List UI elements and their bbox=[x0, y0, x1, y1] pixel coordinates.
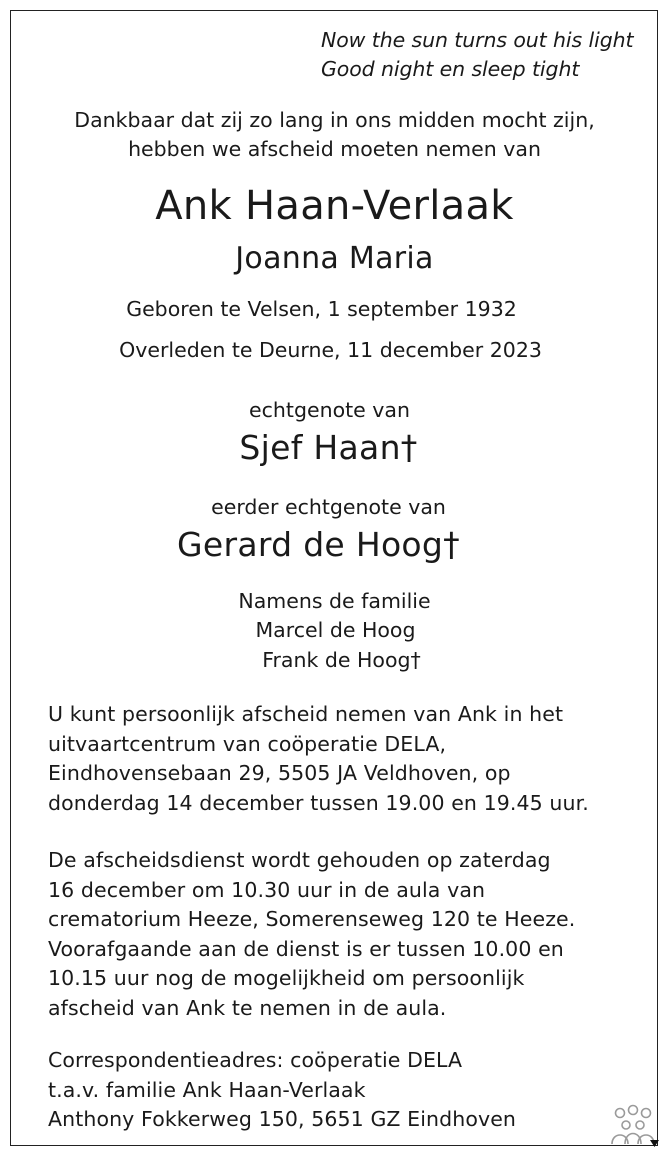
service-line-4: Voorafgaande aan de dienst is er tussen 10.00 en bbox=[48, 936, 564, 961]
former-spouse-label: eerder echtgenote van bbox=[211, 495, 446, 519]
service-line-3: crematorium Heeze, Somerenseweg 120 te Heeze. bbox=[48, 907, 576, 931]
correspondence-line-1: Correspondentieadres: coöperatie DELA bbox=[48, 1048, 463, 1072]
birth-info: Geboren te Velsen, 1 september 1932 bbox=[126, 297, 517, 321]
viewing-line-1: U kunt persoonlijk afscheid nemen van Ank in het bbox=[48, 702, 564, 726]
viewing-line-2: uitvaartcentrum van coöperatie DELA, bbox=[48, 731, 447, 756]
family-member-2: Frank de Hoog† bbox=[262, 648, 421, 672]
family-figures-icon bbox=[606, 1104, 660, 1148]
service-line-6: afscheid van Ank te nemen in de aula. bbox=[48, 995, 447, 1020]
death-info: Overleden te Deurne, 11 december 2023 bbox=[119, 338, 542, 362]
correspondence-line-2: t.a.v. familie Ank Haan-Verlaak bbox=[48, 1077, 366, 1102]
motto-line-1: Now the sun turns out his light bbox=[321, 28, 634, 52]
spouse-label: echtgenote van bbox=[249, 398, 410, 422]
correspondence-paragraph bbox=[48, 1046, 638, 1135]
viewing-line-3: Eindhovensebaan 29, 5505 JA Veldhoven, op bbox=[48, 761, 511, 785]
family-member-1: Marcel de Hoog bbox=[255, 618, 416, 642]
motto-line-2: Good night en sleep tight bbox=[321, 57, 580, 81]
former-spouse-name: Gerard de Hoog† bbox=[177, 525, 460, 564]
spouse-name: Sjef Haan† bbox=[239, 428, 418, 467]
intro-line-1: Dankbaar dat zij zo lang in ons midden mocht zijn, bbox=[74, 108, 595, 132]
deceased-given-names: Joanna Maria bbox=[235, 241, 434, 276]
service-line-2: 16 december om 10.30 uur in de aula van bbox=[48, 877, 486, 902]
family-heading: Namens de familie bbox=[238, 589, 431, 613]
correspondence-line-3: Anthony Fokkerweg 150, 5651 GZ Eindhoven bbox=[48, 1107, 517, 1131]
service-line-5: 10.15 uur nog de mogelijkheid om persoonlijk bbox=[48, 966, 525, 990]
viewing-paragraph bbox=[48, 700, 638, 818]
intro-line-2: hebben we afscheid moeten nemen van bbox=[128, 137, 541, 161]
viewing-line-4: donderdag 14 december tussen 19.00 en 19.45 uur. bbox=[48, 790, 589, 815]
service-line-1: De afscheidsdienst wordt gehouden op zaterdag bbox=[48, 848, 551, 872]
service-paragraph bbox=[48, 846, 638, 1023]
deceased-name: Ank Haan-Verlaak bbox=[155, 183, 514, 229]
